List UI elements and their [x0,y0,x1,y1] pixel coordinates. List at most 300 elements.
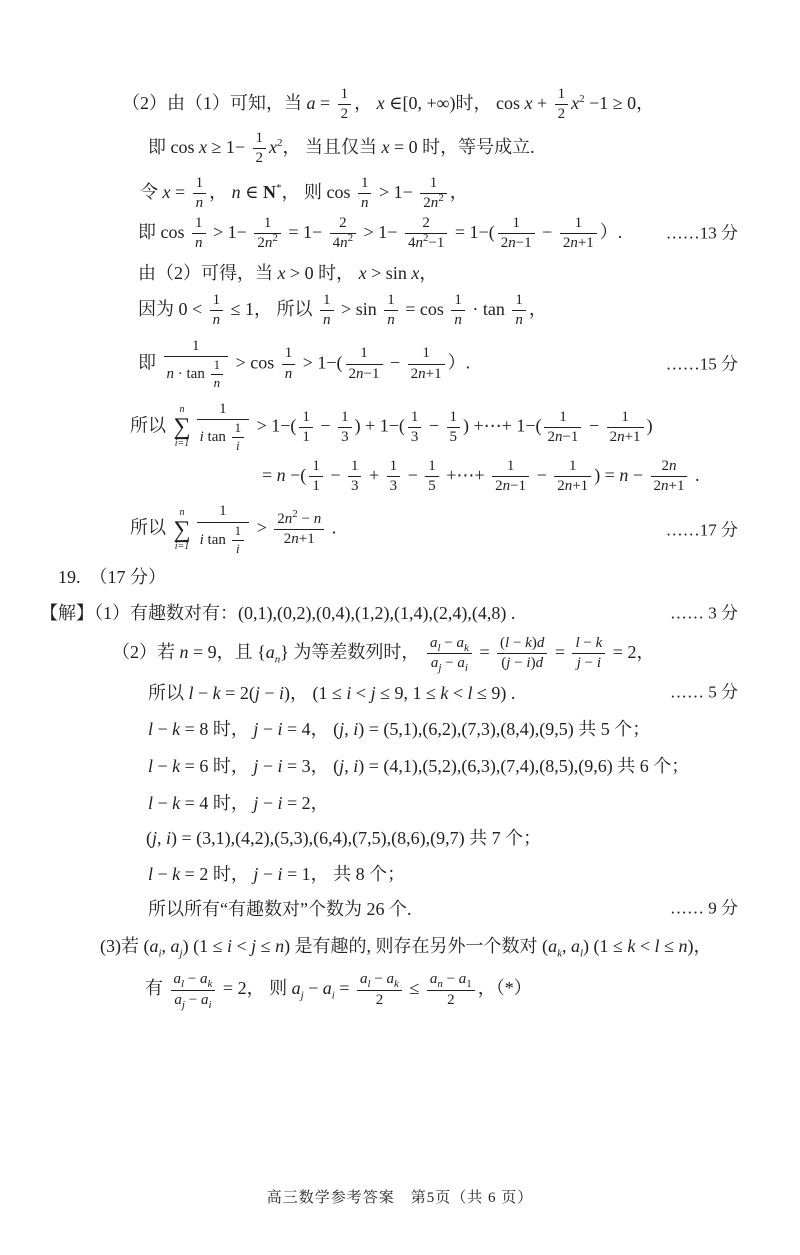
variable: j [253,793,259,814]
text-run: 1 [387,292,395,309]
summation-lower: i=1 [174,438,190,450]
page-footer: 高三数学参考答案 第5页（共 6 页） [266,1190,534,1206]
text-run: ≤ [659,935,679,956]
text-run: ) 是有趣的, 则存在另外一个数对 ( [284,935,549,956]
text-run: 1 [263,214,272,231]
subscript: k [463,641,469,654]
text-run: ) = (3,1),(4,2),(5,3),(6,4),(7,5),(8,6),(9,7) 共 7 个； [171,828,542,849]
variable: x [381,136,390,157]
summation-upper: n [179,506,185,518]
fraction [346,345,383,383]
subscript: j [181,998,185,1011]
text-run: tan [203,531,230,548]
superscript: 2 [422,231,429,244]
variable: l [188,682,194,703]
text-run: 4 [407,234,416,251]
text-run: 3 [410,428,419,445]
fraction [253,130,267,168]
fraction-denominator [358,194,372,212]
text-run: · tan [174,365,209,382]
text-run: 1 [449,408,458,425]
superscript: 2 [438,192,444,205]
variable: d [536,634,545,651]
fraction-numerator [309,458,323,477]
line-content [140,175,468,213]
fraction-denominator [497,654,547,672]
variable: n [284,365,293,382]
text-run: = [334,978,355,999]
fraction-denominator [427,654,472,672]
text-run: . [690,464,700,485]
text-run: 1 [302,408,310,425]
fraction-numerator [408,345,445,364]
fraction-denominator [197,420,250,454]
variable: a [429,971,438,988]
fraction [384,292,398,330]
text-run: ) [530,655,536,671]
fraction-denominator [447,428,461,446]
fraction-denominator [451,311,465,329]
variable: n [179,641,189,662]
text-run: 2 [653,478,661,495]
fraction-denominator [171,991,216,1009]
variable: k [172,756,181,777]
variable: i [277,863,283,884]
text-run: 2 [500,234,509,251]
subscript: n [274,653,281,666]
text-run: ）. [599,221,623,242]
text-run: − [509,634,526,651]
text-run: 所以 [130,518,171,539]
variable: i [596,655,602,671]
variable: n [415,234,423,251]
text-run: ≤ 1， 所以 [226,299,318,319]
fraction-numerator [192,215,206,234]
variable: j [339,756,345,777]
variable: a [548,935,558,956]
fraction-numerator [451,292,465,311]
variable: j [370,682,376,703]
text-run: , [157,828,167,849]
text-run: ）. [447,352,471,373]
variable: i [199,531,204,548]
text-run: 1 [192,337,200,354]
text-run: ) +⋯+ 1−( [463,415,542,436]
fraction-denominator [274,530,324,548]
fraction-numerator [425,458,439,477]
text-run: 1 [312,478,320,495]
text-run: 2 [447,991,455,1008]
text-run: − [184,991,201,1008]
line-content [138,215,622,253]
fraction-numerator [607,409,644,428]
variable: a [458,971,467,988]
text-run: − [259,682,279,703]
fraction-denominator [164,357,229,391]
text-run: = 1− [283,221,327,242]
text-run: 1 [389,457,398,474]
subscript: k [394,978,399,991]
subscript: i [331,989,335,1002]
math-line-15 [0,716,800,740]
text-run: 3 [341,428,349,445]
fraction-denominator [357,991,402,1009]
text-run: − [325,464,345,485]
variable: a [430,655,439,671]
text-run: 2 [340,106,349,123]
text-run: ) [646,415,653,436]
variable: i [277,793,283,814]
fraction-numerator [555,86,569,105]
text-run: < [635,935,655,956]
text-run: , [561,935,571,956]
text-run: − [580,655,597,671]
fraction [197,503,250,556]
fraction-numerator [427,635,472,654]
text-run: ) [531,634,537,651]
fraction [232,524,245,557]
text-run: = [315,92,335,113]
variable: l [148,756,154,777]
line-content [130,401,653,454]
fraction-numerator [358,175,372,194]
variable: n [617,428,625,445]
text-run: . [327,518,337,539]
fraction-denominator [232,541,245,557]
variable: n [678,935,688,956]
fraction-denominator [607,428,644,446]
text-run: 即 cos [148,136,199,157]
text-run: ∈[0, +∞)时， cos [384,92,525,113]
text-run: ， [354,92,377,113]
text-run: 1 [559,408,567,425]
text-run: − [315,415,336,436]
text-run: 2 [661,457,669,474]
variable: i [166,828,172,849]
fraction [274,508,324,549]
variable: a [173,971,181,988]
variable: j [253,719,259,739]
text-run: ) = (5,1),(6,2),(7,3),(8,4),(9,5) 共 5 个； [358,719,651,739]
text-run: +1 [572,478,589,495]
variable: x [411,262,420,283]
line-content [40,602,515,625]
text-run: −1 [428,234,445,251]
text-run: ≤ 9, 1 ≤ [375,682,441,703]
math-line-16 [0,754,800,778]
line-content [146,827,541,850]
math-line-21 [0,933,800,960]
fraction [498,215,535,253]
text-run: −1 [562,428,579,445]
text-run: > 1− [208,221,252,242]
fraction [560,215,597,253]
math-line-8 [0,401,800,454]
fraction-numerator [492,458,529,477]
variable: n [264,234,273,251]
text-run: ) + 1−( [354,415,405,436]
text-run: )， [687,935,712,956]
text-run: 3 [389,478,398,495]
text-run: − [153,756,173,777]
variable: n [275,935,285,956]
text-run: 2 [255,149,264,166]
text-run: − [424,415,444,436]
text-run: 2 [277,511,285,528]
text-run: 1 [515,292,523,309]
fraction [282,345,296,383]
line-content [58,566,166,589]
variable: a [265,641,275,662]
math-line-22 [0,971,800,1009]
variable: n [356,365,364,382]
variable: n [360,195,369,212]
text-run: − [370,971,387,988]
subscript: l [437,641,441,654]
text-run: 1 [284,345,293,362]
text-run: − [441,655,458,671]
variable: i [226,935,232,956]
fraction [427,971,475,1009]
score-mark: ……13 分 [665,223,738,243]
fraction-denominator [408,428,422,446]
text-run: ， [209,181,232,202]
summation [174,508,191,552]
variable: a [306,92,316,113]
fraction-denominator [253,149,267,167]
fraction [338,409,352,447]
fraction [210,292,224,330]
math-line-10 [0,503,800,556]
fraction-denominator [387,477,401,495]
text-run: = 1−( [450,221,495,242]
text-run: > 1−( [252,415,297,436]
text-run: 1 [341,408,349,425]
fraction [420,175,447,213]
variable: i [353,719,359,739]
math-line-3 [0,175,800,213]
fraction-numerator [560,215,597,234]
text-run: ) (1 ≤ [182,935,227,956]
variable: n [661,478,669,495]
variable: i [199,428,204,445]
text-run: ≤ [256,935,276,956]
variable: x [571,92,580,113]
fraction-numerator [171,971,216,990]
fraction [192,215,206,253]
text-run: − [258,863,278,884]
text-run: = 0 时，等号成立. [389,136,535,157]
text-run: = 2， 则 [218,978,292,999]
fraction [211,358,224,391]
text-run: = 3， ( [282,756,340,777]
text-run: 1 [234,522,242,538]
fraction-numerator [232,524,245,541]
fraction-numerator [232,421,245,438]
math-line-13 [0,635,800,673]
math-line-2 [0,130,800,168]
text-run: ≥ 1− [207,136,250,157]
text-run: + [532,92,552,113]
variable: a [429,634,438,651]
math-line-7 [0,338,800,391]
text-run: 【解】（1）有趣数对有：(0,1),(0,2),(0,4),(1,2),(1,4),(2,4),(4,8) . [40,603,516,624]
fraction [451,292,465,330]
line-content [112,635,654,673]
text-run: 1 [429,175,438,191]
fraction-denominator [425,477,439,495]
subscript: i [208,998,212,1011]
text-run: 因为 0 < [138,299,207,319]
variable: k [595,634,603,651]
text-run: −1 [363,365,380,382]
text-run: + [364,464,384,485]
text-run: ， 当且仅当 [282,136,382,157]
text-run: 1 [506,457,515,474]
fraction [232,421,245,454]
fraction-denominator [299,428,313,446]
fraction-numerator [348,458,362,477]
text-run: > sin [366,262,412,283]
variable: n [313,511,322,528]
variable: n [291,531,299,548]
text-run: = 1， 共 8 个； [282,863,406,884]
fraction-denominator [211,375,224,391]
fraction-numerator [346,345,383,364]
variable: k [627,935,636,956]
line-content [148,755,689,778]
fraction-denominator [427,991,475,1009]
text-run: +1 [425,365,442,382]
text-run: 1 [323,292,331,309]
text-run: （2）若 [112,641,180,662]
variable: x [524,92,533,113]
summation [174,405,191,449]
text-run: (3)若 ( [100,935,150,956]
variable: l [148,719,154,739]
fraction-denominator [346,365,383,383]
fraction-denominator [197,523,250,557]
fraction-numerator [338,409,352,428]
variable: j [152,828,158,849]
fraction [330,215,357,253]
subscript: i [464,662,468,674]
variable: a [170,935,180,956]
text-run: − [193,682,213,703]
fraction-denominator [408,365,445,383]
fraction [607,409,644,447]
variable: n [515,312,523,329]
text-run: − [153,863,173,884]
fraction-denominator [338,428,352,446]
text-run: > 1− [359,221,402,242]
variable: n [554,428,563,445]
text-run: 即 cos [138,221,189,242]
fraction-denominator [193,194,207,212]
text-run: ≤ [404,978,424,999]
text-run: +⋯+ [441,464,490,485]
text-run: 1 [312,457,320,474]
math-line-11 [0,565,800,589]
variable: k [212,682,221,703]
fraction-numerator [274,508,324,530]
math-line-4 [0,215,800,253]
subscript: k [557,947,562,960]
text-run: = [170,181,190,202]
text-run: 1 [195,214,203,231]
variable: n [454,312,462,329]
line-content [122,86,654,124]
variable: l [575,634,580,651]
text-run: 1 [302,428,310,445]
fraction-numerator [282,345,296,364]
text-run: ， [449,181,468,202]
variable: k [440,682,449,703]
text-run: 2 [547,428,555,445]
math-line-5 [0,260,800,284]
math-line-9 [0,458,800,496]
fraction-denominator [232,438,245,454]
variable: i [526,655,531,671]
line-content [100,935,711,958]
variable: k [172,719,181,739]
text-run: −1 [515,234,532,251]
text-run: , [344,756,354,777]
text-run: 2 [609,428,618,445]
text-run: 3 [350,478,359,495]
fraction-numerator [338,86,352,105]
fraction-numerator [651,458,688,477]
summation-lower: i=1 [174,540,190,552]
fraction-numerator [299,409,313,428]
text-run: > [252,518,272,539]
fraction-numerator [384,292,398,311]
fraction-numerator [193,175,207,194]
superscript: 2 [277,136,283,149]
text-run: 令 [140,181,163,202]
variable: n [430,195,439,212]
fraction [492,458,529,496]
sigma-symbol: ∑ [173,516,191,543]
text-run: −( [285,464,307,485]
fraction-numerator [253,130,267,149]
text-run: 4 [332,234,341,251]
variable: n [231,181,241,202]
fraction-denominator [512,311,526,329]
line-content [148,130,535,168]
text-run: ∈ [240,181,263,202]
fraction-denominator [348,477,362,495]
fraction-denominator [254,231,281,252]
fraction-denominator [309,477,323,495]
variable: n [570,234,578,251]
text-run: 1 [621,408,629,425]
text-run: 1 [574,214,583,231]
variable: i [277,756,283,777]
variable: a [570,935,580,956]
subscript: j [438,662,442,674]
fraction [512,292,526,330]
fraction-numerator [447,409,461,428]
subscript: l [181,978,185,991]
text-run: 所以 [148,682,189,703]
text-run: 2 [375,991,384,1008]
text-run: − [153,719,173,739]
text-run: − [184,971,201,988]
fraction-denominator [651,477,688,495]
text-run: = 8 时， [180,719,254,739]
line-content [262,458,699,496]
